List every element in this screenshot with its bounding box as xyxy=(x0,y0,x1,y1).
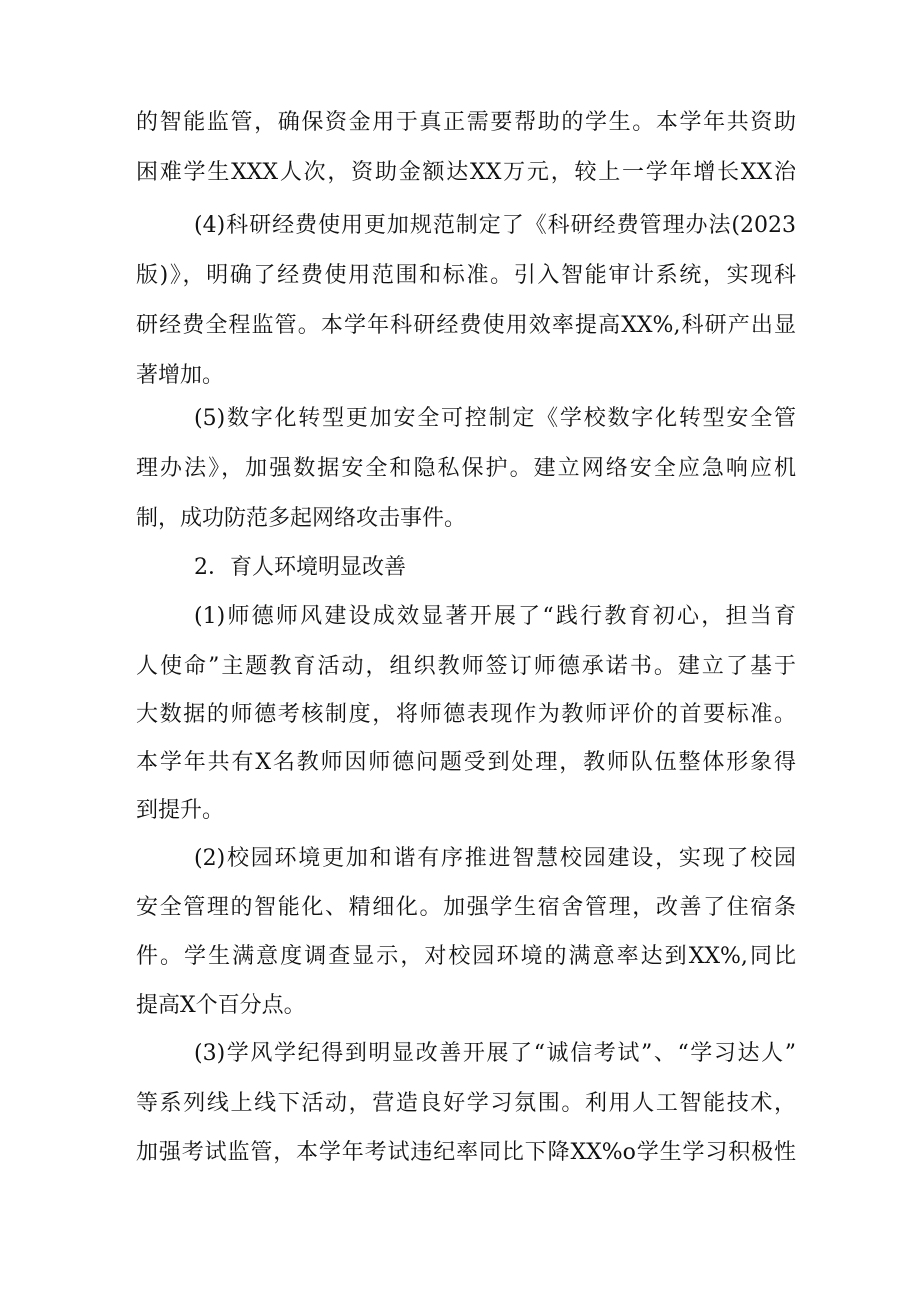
text-line: 提高X个百分点。 xyxy=(136,993,306,1018)
text-line: 困难学生XXX人次，资助金额达XX万元，较上一学年增长XX治 xyxy=(136,160,796,185)
text-line: 安全管理的智能化、精细化。加强学生宿舍管理，改善了住宿条 xyxy=(136,895,796,920)
text-line: 件。学生满意度调查显示，对校园环境的满意率达到XX%,同比 xyxy=(136,944,796,969)
paragraph-heading: (4)科研经费使用更加规范制定了《科研经费管理办法(2023 xyxy=(194,213,796,238)
text-line: 的智能监管，确保资金用于真正需要帮助的学生。本学年共资助 xyxy=(136,110,796,135)
text-line: 人使命”主题教育活动，组织教师签订师德承诺书。建立了基于 xyxy=(136,654,796,679)
section-heading: 2．育人环境明显改善 xyxy=(194,555,406,580)
paragraph-heading: (5)数字化转型更加安全可控制定《学校数字化转型安全管 xyxy=(194,406,796,431)
text-line: 加强考试监管，本学年考试违纪率同比下降XX%o学生学习积极性 xyxy=(136,1140,796,1165)
text-line: 大数据的师德考核制度，将师德表现作为教师评价的首要标准。 xyxy=(136,702,796,727)
paragraph-heading: (2)校园环境更加和谐有序推进智慧校园建设，实现了校园 xyxy=(194,846,796,871)
text-line: 到提升。 xyxy=(136,798,225,823)
text-line: 等系列线上线下活动，营造良好学习氛围。利用人工智能技术， xyxy=(136,1091,796,1116)
text-line: 研经费全程监管。本学年科研经费使用效率提高XX%,科研产出显 xyxy=(136,313,796,338)
paragraph-heading: (3)学风学纪得到明显改善开展了“诚信考试”、“学习达人” xyxy=(194,1041,796,1066)
text-line: 著增加。 xyxy=(136,363,225,388)
text-line: 制，成功防范多起网络攻击事件。 xyxy=(136,506,467,531)
paragraph-heading: (1)师德师风建设成效显著开展了“践行教育初心，担当育 xyxy=(194,604,796,629)
text-line: 版)》，明确了经费使用范围和标准。引入智能审计系统，实现科 xyxy=(136,263,796,288)
text-line: 理办法》，加强数据安全和隐私保护。建立网络安全应急响应机 xyxy=(136,456,796,481)
text-line: 本学年共有X名教师因师德问题受到处理，教师队伍整体形象得 xyxy=(136,750,796,775)
